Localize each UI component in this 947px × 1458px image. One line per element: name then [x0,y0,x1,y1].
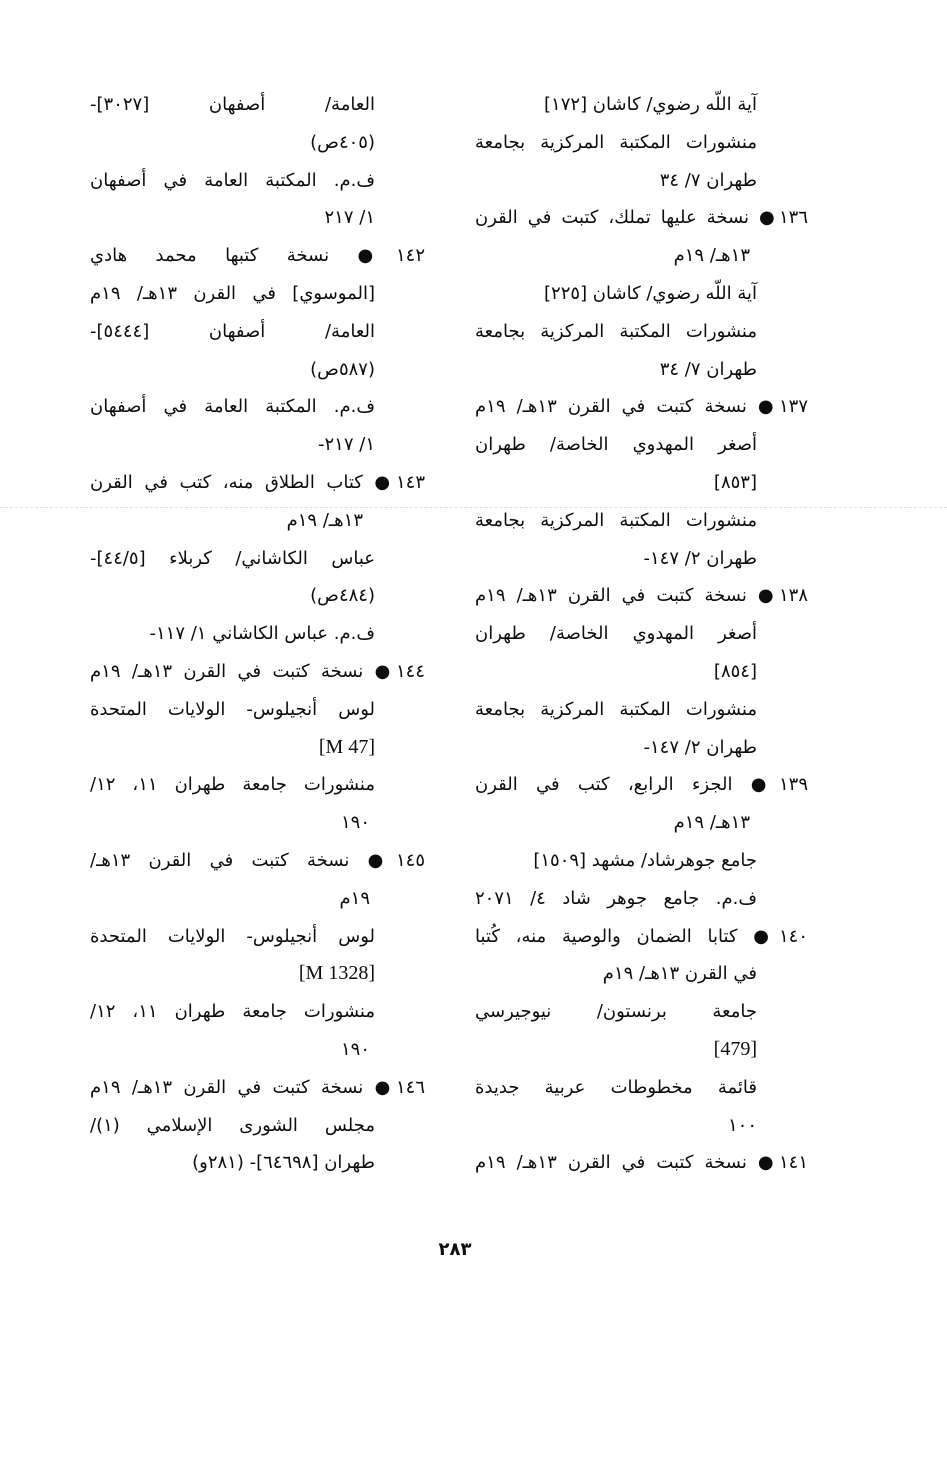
entry-detail-line: أصغر المهدوي الخاصة/ طهران [475,623,757,645]
entry-detail-line: ١٩م [339,887,370,909]
entry-detail-line: ١/ ٢١٧ [324,207,375,229]
entry-heading-line: ١٣٧● نسخة كتبت في القرن ١٣هـ/ ١٩م [475,396,808,418]
entry-detail-line: منشورات المكتبة المركزية بجامعة [475,509,757,531]
entry-detail-line: [٨٥٤] [713,660,757,682]
entry-detail-line: منشورات جامعة طهران ١١، ١٢/ [90,1001,375,1023]
left-column [88,86,427,1182]
entry-detail-line: ١٣هـ/ ١٩م [286,509,363,531]
entry-detail-line: [M 1328] [298,962,375,985]
entry-detail-line: (٥٨٧ص) [310,358,375,380]
right-column [475,86,810,1182]
entry-heading-line: ١٤٠● كتابا الضمان والوصية منه، كُتبا [475,925,808,947]
entry-detail-line: ف.م. المكتبة العامة في أصفهان [90,169,375,191]
entry-detail-line: [٨٥٣] [713,471,757,493]
entry-heading-line: ١٤٦● نسخة كتبت في القرن ١٣هـ/ ١٩م [90,1076,426,1098]
entry-heading-line: ١٣٦● نسخة عليها تملك، كتبت في القرن [475,207,808,229]
entry-detail-line: مجلس الشورى الإسلامي (١)/ [90,1114,375,1136]
entry-detail-line: (٤٠٥ص) [310,131,375,153]
entry-detail-line: منشورات المكتبة المركزية بجامعة [475,320,757,342]
entry-heading-line: ١٣٩● الجزء الرابع، كتب في القرن [475,774,808,796]
entry-heading-line: ١٤٣● كتاب الطلاق منه، كتب في القرن [90,471,425,493]
entry-detail-line: منشورات جامعة طهران ١١، ١٢/ [90,774,375,796]
entry-detail-line: جامعة برنستون/ نيوجيرسي [475,1001,757,1023]
entry-detail-line: ١٣هـ/ ١٩م [673,812,750,834]
entry-detail-line: ١٣هـ/ ١٩م [673,245,750,267]
entry-detail-line: طهران ٧/ ٣٤ [659,358,757,380]
entry-detail-line: منشورات المكتبة المركزية بجامعة [475,131,757,153]
entry-detail-line: ف.م. عباس الكاشاني ١/ ١١٧- [149,623,375,645]
entry-detail-line: ١٩٠ [340,1038,370,1060]
entry-detail-line: ١/ ٢١٧- [318,434,375,456]
entry-detail-line: في القرن ١٣هـ/ ١٩م [602,963,757,985]
entry-detail-line: [M 47] [318,735,375,758]
entry-detail-line: طهران [٦٤٦٩٨]- (٢٨١و) [192,1152,375,1174]
entry-detail-line: طهران ٧/ ٣٤ [659,169,757,191]
entry-detail-line: العامة/ أصفهان [٣٠٢٧]- [90,94,375,115]
entry-detail-line: طهران ٢/ ١٤٧- [643,736,757,758]
entry-heading-line: ١٤٤● نسخة كتبت في القرن ١٣هـ/ ١٩م [90,660,426,682]
entry-heading-line: ١٣٨● نسخة كتبت في القرن ١٣هـ/ ١٩م [475,585,808,607]
entry-detail-line: ١٩٠ [340,812,370,834]
entry-detail-line: العامة/ أصفهان [٥٤٤٤]- [90,320,375,342]
entry-detail-line: أصغر المهدوي الخاصة/ طهران [475,434,757,456]
entry-detail-line: (٤٨٤ص) [310,585,375,607]
entry-detail-line: ف.م. المكتبة العامة في أصفهان [90,396,375,418]
entry-detail-line: ف.م. جامع جوهر شاد ٤/ ٢٠٧١ [475,887,757,909]
entry-heading-line: ١٤٥● نسخة كتبت في القرن ١٣هـ/ [90,849,425,871]
entry-detail-line: آية اللّه رضوي/ كاشان [٢٢٥] [544,282,757,304]
entry-detail-line: طهران ٢/ ١٤٧- [643,547,757,569]
entry-detail-line: قائمة مخطوطات عربية جديدة [475,1076,757,1098]
entry-detail-line: لوس أنجيلوس- الولايات المتحدة [90,925,375,947]
entry-detail-line: عباس الكاشاني/ كربلاء [٤٤/٥]- [90,547,375,569]
entry-heading-line: ١٤٢● نسخة كتبها محمد هادي [90,245,425,267]
entry-detail-line: [الموسوي] في القرن ١٣هـ/ ١٩م [90,282,375,304]
entry-detail-line: آية اللّه رضوي/ كاشان [١٧٢] [544,94,757,115]
page-number: ٢٨٣ [438,1239,472,1260]
entry-detail-line: [479] [713,1037,757,1060]
entry-detail-line: لوس أنجيلوس- الولايات المتحدة [90,698,375,720]
entry-detail-line: ١٠٠ [727,1114,757,1136]
entry-detail-line: جامع جوهرشاد/ مشهد [١٥٠٩] [533,849,757,871]
entry-detail-line: منشورات المكتبة المركزية بجامعة [475,698,757,720]
entry-heading-line: ١٤١● نسخة كتبت في القرن ١٣هـ/ ١٩م [475,1152,808,1174]
